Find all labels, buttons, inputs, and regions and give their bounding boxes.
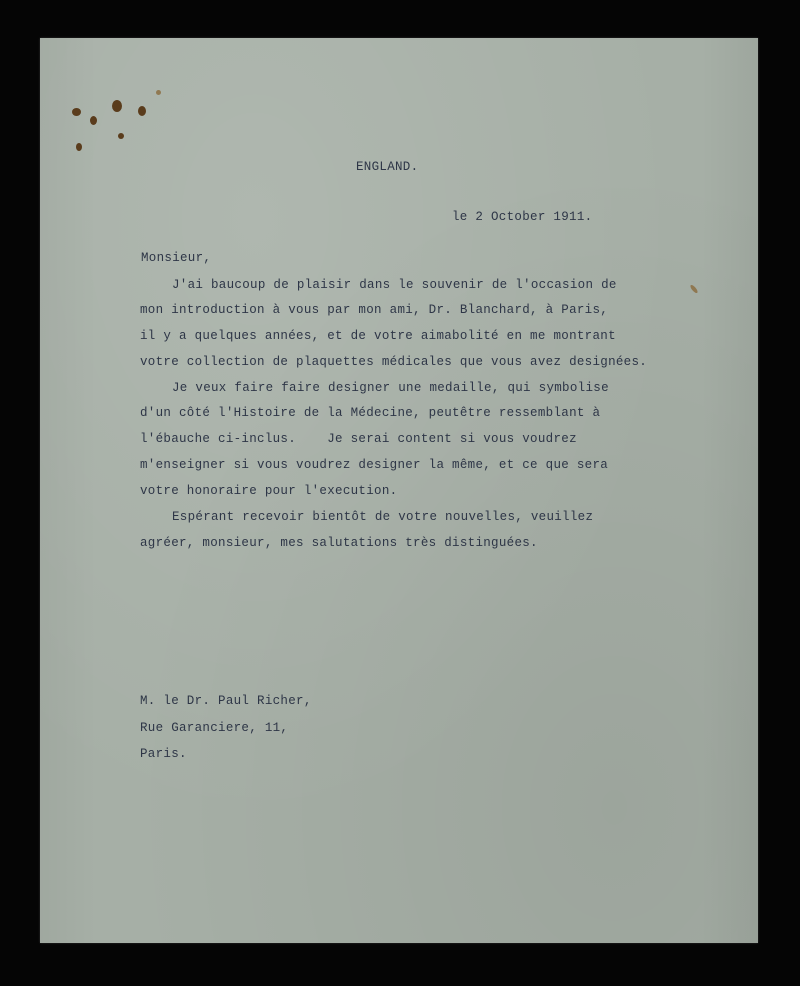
body-line: Espérant recevoir bientôt de votre nouvelles, veuillez (172, 510, 594, 524)
body-line: agréer, monsieur, mes salutations très distinguées. (140, 536, 538, 550)
address-line: Rue Garanciere, 11, (140, 721, 289, 735)
letter-salutation: Monsieur, (141, 251, 212, 265)
body-line: votre honoraire pour l'execution. (140, 484, 398, 498)
stain-mark (138, 106, 146, 116)
body-line: l'ébauche ci-inclus. Je serai content si vous voudrez (140, 432, 577, 446)
letter-date: le 2 October 1911. (452, 210, 593, 224)
body-line: d'un côté l'Histoire de la Médecine, peutêtre ressemblant à (140, 406, 601, 420)
body-line: il y a quelques années, et de votre aimabolité en me montrant (140, 329, 616, 343)
body-line: m'enseigner si vous voudrez designer la même, et ce que sera (140, 458, 609, 472)
stain-mark (112, 100, 122, 112)
body-line: Je veux faire faire designer une medaille, qui symbolise (172, 381, 609, 395)
address-line: M. le Dr. Paul Richer, (140, 694, 312, 708)
stain-mark (76, 143, 82, 151)
body-line: votre collection de plaquettes médicales que vous avez designées. (140, 355, 648, 369)
stain-mark (118, 133, 124, 139)
address-line: Paris. (140, 747, 187, 761)
letter-sheet (40, 38, 758, 943)
stain-mark (156, 90, 161, 95)
letter-heading: ENGLAND. (356, 160, 419, 174)
body-line: mon introduction à vous par mon ami, Dr. Blanchard, à Paris, (140, 303, 609, 317)
stain-mark (72, 108, 81, 116)
body-line: J'ai baucoup de plaisir dans le souvenir de l'occasion de (172, 278, 617, 292)
stain-mark (689, 284, 698, 294)
stain-mark (90, 116, 97, 125)
